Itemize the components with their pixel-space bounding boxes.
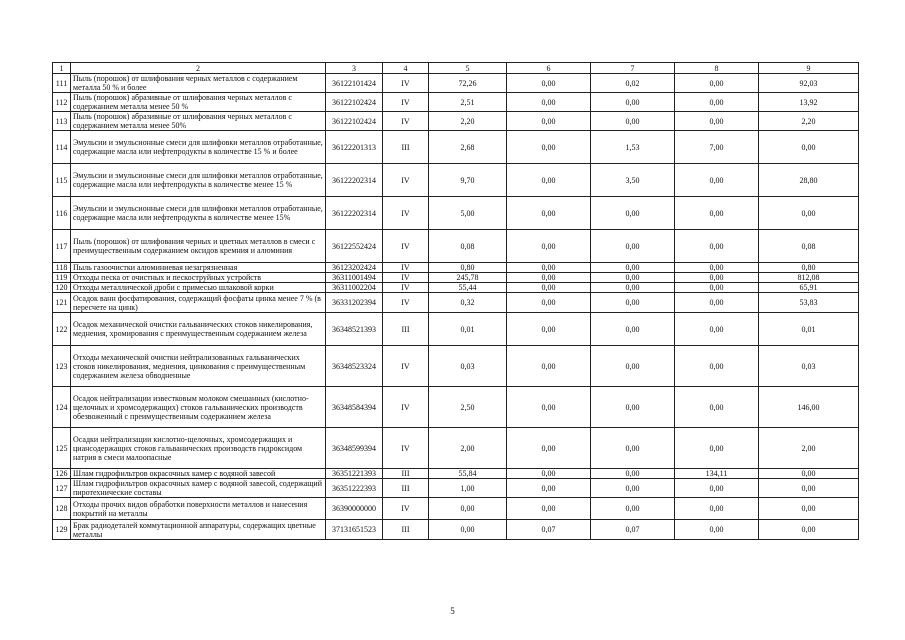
row-number-cell: 115: [53, 164, 71, 197]
table-row: [53, 164, 859, 197]
value-cell-col7: 0,00: [591, 263, 675, 273]
fkko-code-cell: 36331202394: [326, 293, 383, 313]
value-cell-col7: 0,00: [591, 428, 675, 469]
value-cell-col9: 0,08: [759, 230, 859, 263]
value-cell-col9: 65,91: [759, 283, 859, 293]
value-cell-col6: 0,00: [507, 313, 591, 346]
value-cell-col6: 0,00: [507, 498, 591, 520]
value-cell-col6: 0,00: [507, 479, 591, 498]
row-number-cell: 120: [53, 283, 71, 293]
column-number-cell: 8: [675, 63, 759, 74]
hazard-class-cell: IV: [383, 273, 429, 283]
waste-name-cell: Отходы металлической дроби с примесью шлаковой корки: [71, 283, 326, 293]
waste-name-cell: Эмульсии и эмульсионные смеси для шлифовки металлов отработанные, содержащие масла или нефтепродукты в количестве менее 15%: [71, 197, 326, 230]
value-cell-col9: 13,92: [759, 93, 859, 112]
hazard-class-cell: IV: [383, 93, 429, 112]
fkko-code-cell: 36122201313: [326, 131, 383, 164]
value-cell-col6: 0,00: [507, 469, 591, 479]
row-number-cell: 122: [53, 313, 71, 346]
value-cell-col6: 0,00: [507, 273, 591, 283]
hazard-class-cell: IV: [383, 428, 429, 469]
table-row: [53, 230, 859, 263]
column-number-cell: 6: [507, 63, 591, 74]
row-number-cell: 117: [53, 230, 71, 263]
fkko-code-cell: 36122101424: [326, 74, 383, 93]
waste-name-cell: Пыль (порошок) от шлифования черных металлов с содержанием металла 50 % и более: [71, 74, 326, 93]
value-cell-col5: 0,03: [429, 346, 507, 387]
value-cell-col8: 0,00: [675, 283, 759, 293]
value-cell-col8: 0,00: [675, 197, 759, 230]
hazard-class-cell: III: [383, 313, 429, 346]
hazard-class-cell: IV: [383, 112, 429, 131]
value-cell-col8: 0,00: [675, 293, 759, 313]
column-number-cell: 5: [429, 63, 507, 74]
table-row: [53, 387, 859, 428]
hazard-class-cell: III: [383, 131, 429, 164]
value-cell-col9: 53,83: [759, 293, 859, 313]
fkko-code-cell: 36348584394: [326, 387, 383, 428]
value-cell-col8: 0,00: [675, 479, 759, 498]
value-cell-col8: 134,11: [675, 469, 759, 479]
value-cell-col7: 0,00: [591, 293, 675, 313]
value-cell-col7: 0,00: [591, 313, 675, 346]
row-number-cell: 126: [53, 469, 71, 479]
value-cell-col9: 0,03: [759, 346, 859, 387]
row-number-cell: 119: [53, 273, 71, 283]
value-cell-col6: 0,00: [507, 230, 591, 263]
fkko-code-cell: 36348599394: [326, 428, 383, 469]
row-number-cell: 124: [53, 387, 71, 428]
fkko-code-cell: 36348523324: [326, 346, 383, 387]
value-cell-col7: 0,00: [591, 283, 675, 293]
table-row: [53, 74, 859, 93]
column-number-cell: 1: [53, 63, 71, 74]
hazard-class-cell: IV: [383, 197, 429, 230]
fkko-code-cell: 36122102424: [326, 112, 383, 131]
hazard-class-cell: IV: [383, 263, 429, 273]
waste-name-cell: Осадок нейтрализации известковым молоком смешанных (кислотно-щелочных и хромсодержащих) стоков гальванических производств обезвоженный с преимущественным содержанием железа: [71, 387, 326, 428]
hazard-class-cell: III: [383, 479, 429, 498]
value-cell-col6: 0,00: [507, 93, 591, 112]
value-cell-col8: 0,00: [675, 346, 759, 387]
value-cell-col9: 2,20: [759, 112, 859, 131]
value-cell-col5: 0,00: [429, 498, 507, 520]
page-number: 5: [450, 606, 455, 616]
row-number-cell: 112: [53, 93, 71, 112]
value-cell-col9: 146,00: [759, 387, 859, 428]
value-cell-col9: 0,00: [759, 197, 859, 230]
value-cell-col6: 0,00: [507, 164, 591, 197]
column-number-header-row: [53, 63, 859, 74]
row-number-cell: 116: [53, 197, 71, 230]
value-cell-col8: 0,00: [675, 273, 759, 283]
value-cell-col5: 5,00: [429, 197, 507, 230]
value-cell-col5: 0,01: [429, 313, 507, 346]
table-row: [53, 469, 859, 479]
fkko-code-cell: 36311001494: [326, 273, 383, 283]
table-row: [53, 498, 859, 520]
value-cell-col7: 0,00: [591, 498, 675, 520]
value-cell-col5: 0,08: [429, 230, 507, 263]
table-row: [53, 263, 859, 273]
value-cell-col6: 0,07: [507, 520, 591, 540]
value-cell-col8: 0,00: [675, 428, 759, 469]
waste-name-cell: Пыль (порошок) абразивные от шлифования черных металлов с содержанием металла менее 50%: [71, 112, 326, 131]
waste-name-cell: Осадок механической очистки гальванических стоков никелирования, меднения, хромирования с преимущественным содержанием железа: [71, 313, 326, 346]
fkko-code-cell: 36122202314: [326, 197, 383, 230]
row-number-cell: 125: [53, 428, 71, 469]
value-cell-col9: 0,00: [759, 469, 859, 479]
table-row: [53, 93, 859, 112]
row-number-cell: 128: [53, 498, 71, 520]
hazard-class-cell: IV: [383, 230, 429, 263]
table-row: [53, 273, 859, 283]
fkko-code-cell: 36122202314: [326, 164, 383, 197]
waste-name-cell: Эмульсии и эмульсионные смеси для шлифовки металлов отработанные, содержащие масла или нефтепродукты в количестве менее 15 %: [71, 164, 326, 197]
value-cell-col8: 0,00: [675, 263, 759, 273]
table-row: [53, 479, 859, 498]
value-cell-col6: 0,00: [507, 197, 591, 230]
value-cell-col7: 0,00: [591, 197, 675, 230]
hazard-class-cell: III: [383, 520, 429, 540]
value-cell-col7: 0,02: [591, 74, 675, 93]
value-cell-col5: 0,00: [429, 520, 507, 540]
hazard-class-cell: IV: [383, 74, 429, 93]
value-cell-col7: 0,00: [591, 387, 675, 428]
value-cell-col8: 0,00: [675, 230, 759, 263]
table-row: [53, 428, 859, 469]
hazard-class-cell: IV: [383, 293, 429, 313]
value-cell-col5: 1,00: [429, 479, 507, 498]
value-cell-col9: 0,00: [759, 520, 859, 540]
waste-name-cell: Брак радиодеталей коммутационной аппаратуры, содержащих цветные металлы: [71, 520, 326, 540]
value-cell-col8: 0,00: [675, 164, 759, 197]
row-number-cell: 127: [53, 479, 71, 498]
hazard-class-cell: IV: [383, 346, 429, 387]
waste-name-cell: Пыль (порошок) от шлифования черных и цветных металлов в смеси с преимущественным содержанием оксидов кремния и алюминия: [71, 230, 326, 263]
value-cell-col9: 0,00: [759, 479, 859, 498]
value-cell-col9: 28,80: [759, 164, 859, 197]
waste-name-cell: Пыль газоочистки алюминиевая незагрязненная: [71, 263, 326, 273]
value-cell-col6: 0,00: [507, 293, 591, 313]
hazard-class-cell: III: [383, 469, 429, 479]
fkko-code-cell: 36123202424: [326, 263, 383, 273]
value-cell-col6: 0,00: [507, 428, 591, 469]
table-row: [53, 346, 859, 387]
value-cell-col5: 9,70: [429, 164, 507, 197]
value-cell-col7: 0,07: [591, 520, 675, 540]
value-cell-col5: 2,68: [429, 131, 507, 164]
value-cell-col8: 0,00: [675, 498, 759, 520]
table-row: [53, 293, 859, 313]
value-cell-col5: 0,80: [429, 263, 507, 273]
value-cell-col7: 0,00: [591, 346, 675, 387]
value-cell-col5: 2,20: [429, 112, 507, 131]
value-cell-col5: 55,84: [429, 469, 507, 479]
fkko-code-cell: 36122102424: [326, 93, 383, 112]
waste-name-cell: Эмульсии и эмульсионные смеси для шлифовки металлов отработанные, содержащие масла или нефтепродукты в количестве 15 % и более: [71, 131, 326, 164]
table-row: [53, 313, 859, 346]
value-cell-col5: 72,26: [429, 74, 507, 93]
value-cell-col8: 0,00: [675, 520, 759, 540]
value-cell-col8: 0,00: [675, 313, 759, 346]
value-cell-col9: 0,00: [759, 498, 859, 520]
value-cell-col9: 812,08: [759, 273, 859, 283]
fkko-code-cell: 36351222393: [326, 479, 383, 498]
waste-name-cell: Отходы песка от очистных и пескоструйных устройств: [71, 273, 326, 283]
value-cell-col5: 0,32: [429, 293, 507, 313]
column-number-cell: 7: [591, 63, 675, 74]
fkko-code-cell: 36351221393: [326, 469, 383, 479]
fkko-code-cell: 36311002204: [326, 283, 383, 293]
waste-name-cell: Отходы прочих видов обработки поверхности металлов и нанесения покрытий на металлы: [71, 498, 326, 520]
value-cell-col5: 2,51: [429, 93, 507, 112]
column-number-cell: 4: [383, 63, 429, 74]
row-number-cell: 118: [53, 263, 71, 273]
value-cell-col9: 92,03: [759, 74, 859, 93]
row-number-cell: 129: [53, 520, 71, 540]
value-cell-col6: 0,00: [507, 346, 591, 387]
value-cell-col5: 245,78: [429, 273, 507, 283]
value-cell-col7: 0,00: [591, 469, 675, 479]
hazard-class-cell: IV: [383, 387, 429, 428]
value-cell-col7: 0,00: [591, 479, 675, 498]
waste-name-cell: Шлам гидрофильтров окрасочных камер с водяной завесой: [71, 469, 326, 479]
value-cell-col6: 0,00: [507, 74, 591, 93]
value-cell-col6: 0,00: [507, 112, 591, 131]
waste-name-cell: Пыль (порошок) абразивные от шлифования черных металлов с содержанием металла менее 50 %: [71, 93, 326, 112]
waste-name-cell: Осадок ванн фосфатирования, содержащий фосфаты цинка менее 7 % (в пересчете на цинк): [71, 293, 326, 313]
waste-table: [52, 62, 859, 540]
value-cell-col5: 55,44: [429, 283, 507, 293]
value-cell-col9: 0,01: [759, 313, 859, 346]
value-cell-col5: 2,00: [429, 428, 507, 469]
fkko-code-cell: 36390000000: [326, 498, 383, 520]
table-row: [53, 520, 859, 540]
column-number-cell: 2: [71, 63, 326, 74]
row-number-cell: 113: [53, 112, 71, 131]
value-cell-col7: 1,53: [591, 131, 675, 164]
waste-name-cell: Осадки нейтрализации кислотно-щелочных, хромсодержащих и циансодержащих стоков гальванических производств гидроксидом натрия в смеси малоопасные: [71, 428, 326, 469]
hazard-class-cell: IV: [383, 283, 429, 293]
value-cell-col7: 0,00: [591, 273, 675, 283]
row-number-cell: 111: [53, 74, 71, 93]
row-number-cell: 123: [53, 346, 71, 387]
value-cell-col9: 0,00: [759, 131, 859, 164]
value-cell-col6: 0,00: [507, 387, 591, 428]
column-number-cell: 3: [326, 63, 383, 74]
value-cell-col7: 0,00: [591, 230, 675, 263]
hazard-class-cell: IV: [383, 164, 429, 197]
value-cell-col9: 2,00: [759, 428, 859, 469]
value-cell-col8: 0,00: [675, 74, 759, 93]
value-cell-col8: 7,00: [675, 131, 759, 164]
value-cell-col7: 3,50: [591, 164, 675, 197]
row-number-cell: 114: [53, 131, 71, 164]
row-number-cell: 121: [53, 293, 71, 313]
value-cell-col8: 0,00: [675, 387, 759, 428]
waste-name-cell: Отходы механической очистки нейтрализованных гальванических стоков никелирования, меднения, цинкования с преимущественным содержанием железа обводненные: [71, 346, 326, 387]
fkko-code-cell: 36122552424: [326, 230, 383, 263]
value-cell-col7: 0,00: [591, 93, 675, 112]
value-cell-col8: 0,00: [675, 93, 759, 112]
value-cell-col9: 0,80: [759, 263, 859, 273]
table-row: [53, 131, 859, 164]
table-row: [53, 197, 859, 230]
value-cell-col6: 0,00: [507, 283, 591, 293]
table-row: [53, 112, 859, 131]
waste-name-cell: Шлам гидрофильтров окрасочных камер с водяной завесой, содержащий пиротехнические составы: [71, 479, 326, 498]
column-number-cell: 9: [759, 63, 859, 74]
value-cell-col8: 0,00: [675, 112, 759, 131]
table-row: [53, 283, 859, 293]
hazard-class-cell: IV: [383, 498, 429, 520]
fkko-code-cell: 37131651523: [326, 520, 383, 540]
value-cell-col6: 0,00: [507, 263, 591, 273]
value-cell-col5: 2,50: [429, 387, 507, 428]
fkko-code-cell: 36348521393: [326, 313, 383, 346]
value-cell-col7: 0,00: [591, 112, 675, 131]
value-cell-col6: 0,00: [507, 131, 591, 164]
